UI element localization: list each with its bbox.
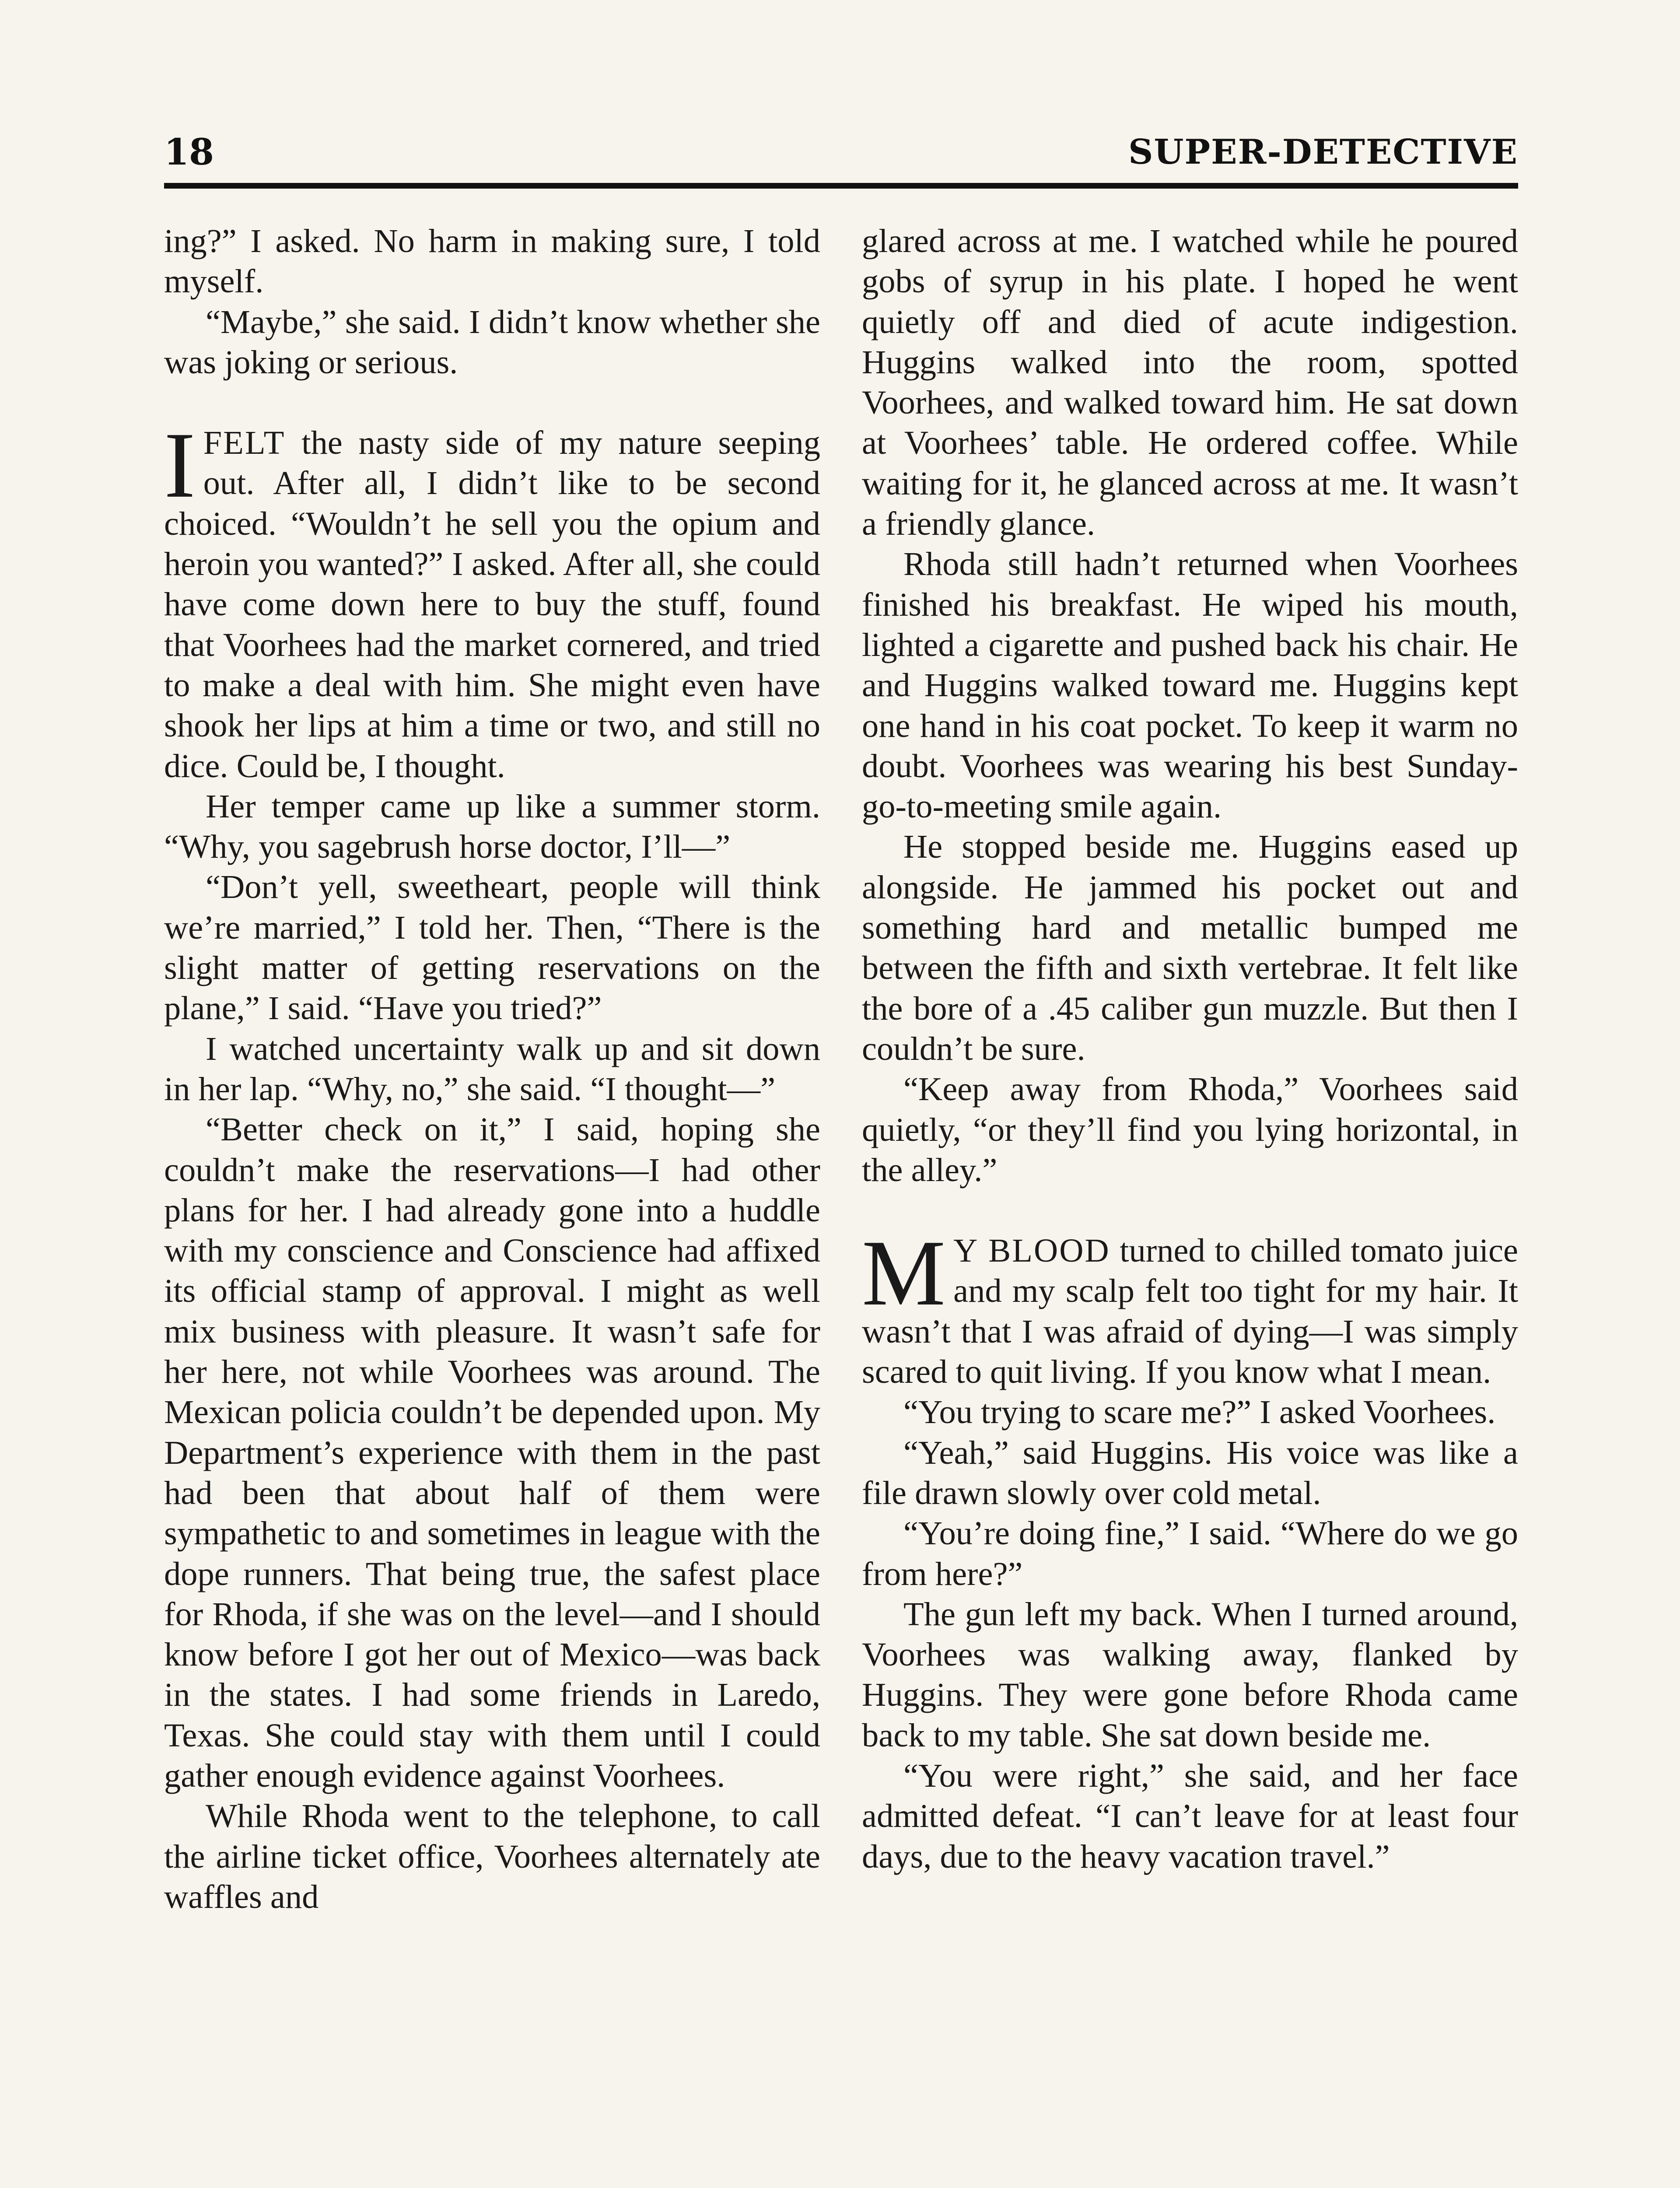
left-column (164, 221, 820, 1917)
paragraph: “You were right,” she said, and her face admitted defeat. “I can’t leave for at least four days, due to the heavy vacation travel.” (862, 1757, 1518, 1875)
lead-in-caps: FELT (203, 424, 286, 462)
page-number: 18 (164, 131, 214, 173)
paragraph-with-drop-cap (862, 1220, 1518, 1392)
paragraph: “Yeah,” said Huggins. His voice was like a file drawn slowly over cold metal. (862, 1434, 1518, 1511)
paragraph: “You trying to scare me?” I asked Voorhees. (903, 1393, 1496, 1431)
header-rule (164, 183, 1518, 189)
paragraph: “You’re doing fine,” I said. “Where do we go from here?” (862, 1515, 1518, 1592)
section-break (164, 382, 820, 423)
right-column (862, 221, 1518, 1877)
paragraph: ing?” I asked. No harm in making sure, I told myself. (164, 222, 820, 300)
paragraph: “Better check on it,” I said, hoping she couldn’t make the reservations—I had other plans for her. I had already gone into a huddle with my conscience and Conscience had affixed its official stamp of approval. I might as well mix business with pleasure. It wasn’t safe for her here, not while Voorhees was around. The Mexican policia couldn’t be depended upon. My Department’s experience with them in the past had been that about half of them were sympathetic to and sometimes in league with the dope runners. That being true, the safest place for Rhoda, if she was on the level—and I should know before I got her out of Mexico—was back in the states. I had some friends in Laredo, Texas. She could stay with them until I could gather enough evidence against Voorhees. (164, 1111, 820, 1794)
paragraph: The gun left my back. When I turned around, Voorhees was walking away, flanked by Huggins. They were gone before Rhoda came back to my table. She sat down beside me. (862, 1595, 1518, 1754)
paragraph: “Maybe,” she said. I didn’t know whether she was joking or serious. (164, 303, 820, 381)
paragraph: Rhoda still hadn’t returned when Voorhees finished his breakfast. He wiped his mouth, lighted a cigarette and pushed back his chair. He and Huggins walked toward me. Huggins kept one hand in his coat pocket. To keep it warm no doubt. Voorhees was wearing his best Sunday-go-to-meeting smile again. (862, 545, 1518, 825)
paragraph-text: turned to chilled tomato juice and my scalp felt too tight for my hair. It wasn’t that I was afraid of dying—I was simply scared to quit living. If you know what I mean. (862, 1232, 1518, 1391)
paragraph: “Don’t yell, sweetheart, people will think we’re married,” I told her. Then, “There is the slight matter of getting reservations on the plane,” I said. “Have you tried?” (164, 868, 820, 1027)
drop-cap: M (862, 1220, 946, 1325)
paragraph-text: the nasty side of my nature seeping out. After all, I didn’t like to be second choiced. “Wouldn’t he sell you the opium and heroin you wanted?” I asked. After all, she could have come down here to buy the stuff, found that Voorhees had the market cornered, and tried to make a deal with him. She might even have shook her lips at him a time or two, and still no dice. Could be, I thought. (164, 424, 820, 785)
paragraph: “Keep away from Rhoda,” Voorhees said quietly, “or they’ll find you lying horizontal, in the alley.” (862, 1070, 1518, 1189)
paragraph: I watched uncertainty walk up and sit down in her lap. “Why, no,” she said. “I thought—” (164, 1030, 820, 1108)
paragraph: While Rhoda went to the telephone, to call the airline ticket office, Voorhees alternately ate waffles and (164, 1797, 820, 1915)
drop-cap: I (164, 413, 196, 518)
lead-in-caps: Y BLOOD (953, 1232, 1110, 1269)
running-head: SUPER-DETECTIVE (1128, 132, 1518, 172)
paragraph-with-drop-cap (164, 413, 820, 786)
section-break (862, 1190, 1518, 1231)
paragraph: glared across at me. I watched while he poured gobs of syrup in his plate. I hoped he went quietly off and died of acute indigestion. Huggins walked into the room, spotted Voorhees, and walked toward him. He sat down at Voorhees’ table. He ordered coffee. While waiting for it, he glanced across at me. It wasn’t a friendly glance. (862, 222, 1518, 543)
paragraph: He stopped beside me. Huggins eased up alongside. He jammed his pocket out and something hard and metallic bumped me between the fifth and sixth vertebrae. It felt like the bore of a .45 caliber gun muzzle. But then I couldn’t be sure. (862, 828, 1518, 1067)
page-header (164, 130, 1518, 183)
paragraph: Her temper came up like a summer storm. “Why, you sagebrush horse doctor, I’ll—” (164, 787, 820, 866)
